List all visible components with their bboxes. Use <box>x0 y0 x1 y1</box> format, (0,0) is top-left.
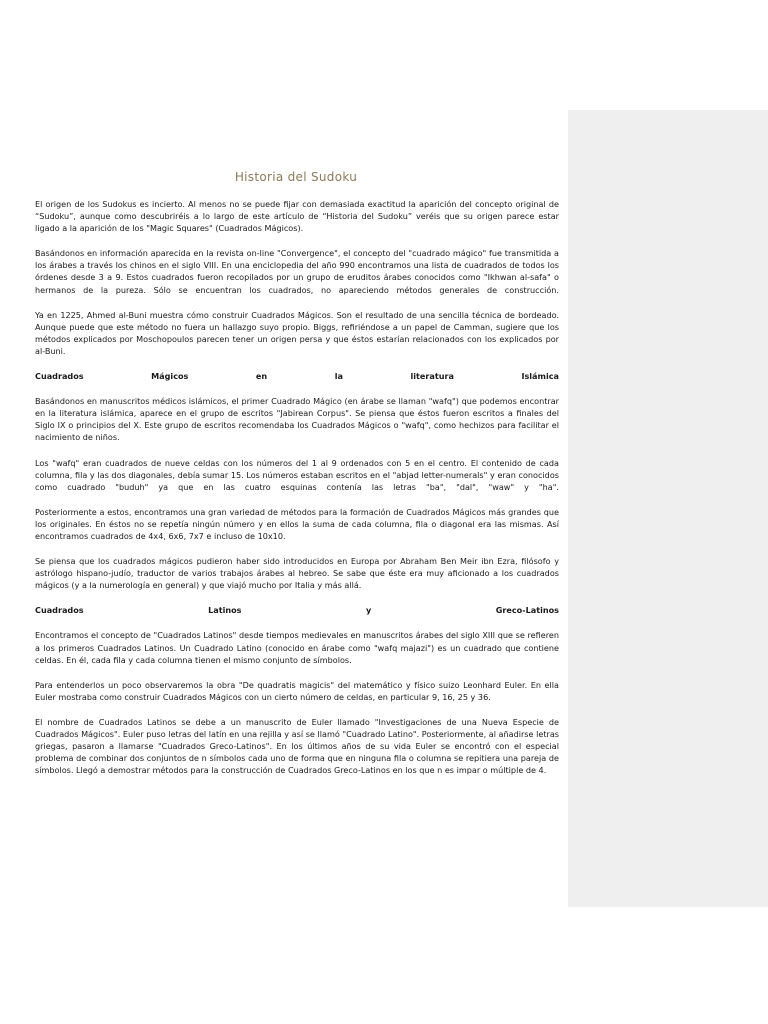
paragraph: Ya en 1225, Ahmed al-Buni muestra cómo construir Cuadrados Mágicos. Son el resultado de una sencilla técnica de bordeado. Aunque puede que este método no fuera un hallazgo suyo propio. Biggs, refiriéndose a un papel de Camman, sugiere que los métodos explicados por Moschopoulos parecen tener un origen persa y que éstos estarían relacionados con los explicados por al-Buni. <box>35 309 559 356</box>
paragraph: Encontramos el concepto de "Cuadrados Latinos" desde tiempos medievales en manuscritos árabes del siglo XIII que se refieren a los primeros Cuadrados Latinos. Un Cuadrado Latino (conocido en árabe como "wafq majazi") es un cuadrado que contiene celdas. En él, cada fila y cada columna tienen el mismo conjunto de símbolos. <box>35 630 559 665</box>
comments-sidebar <box>568 110 768 907</box>
paragraph: Posteriormente a estos, encontramos una gran variedad de métodos para la formación de Cuadrados Mágicos más grandes que los originales. En éstos no se repetía ningún número y en ellos la suma de cada columna, fila o diagonal era las mismas. Así encontramos cuadrados de 4x4, 6x6, 7x7 e incluso de 10x10. <box>35 506 559 541</box>
paragraph: El origen de los Sudokus es incierto. Al menos no se puede fijar con demasiada exactitud la aparición del concepto original de “Sudoku”, aunque como descubriréis a lo largo de este artículo de “Historia del Sudoku” veréis que su origen parece estar ligado a la aparición de los "Magic Squares" (Cuadrados Mágicos). <box>35 199 559 234</box>
paragraph: Basándonos en manuscritos médicos islámicos, el primer Cuadrado Mágico (en árabe se llaman "wafq") que podemos encontrar en la literatura islámica, aparece en el grupo de escritos "Jabirean Corpus". Se piensa que éstos fueron escritos a finales del Siglo IX o principios del X. Este grupo de escritos recomendaba los Cuadrados Mágicos o "wafq", como hechizos para facilitar el nacimiento de niños. <box>35 396 559 443</box>
paragraph: Basándonos en información aparecida en la revista on-line "Convergence", el concepto del "cuadrado mágico" fue transmitida a los árabes a través los chinos en el siglo VIII. En una enciclopedia del año 990 encontramos una lista de cuadrados de todos los órdenes desde 3 a 9. Estos cuadrados fueron recopilados por un grupo de eruditos árabes conocidos como "Ikhwan al-safa" o hermanos de la pureza. Sólo se encuentran los cuadrados, no apareciendo métodos generales de construcción. <box>35 248 559 295</box>
section-heading: Cuadrados Mágicos en la literatura Islámica <box>35 371 559 382</box>
paragraph: Para entenderlos un poco observaremos la obra "De quadratis magicis" del matemático y físico suizo Leonhard Euler. En ella Euler mostraba como construir Cuadrados Mágicos con un cierto número de celdas, en particular 9, 16, 25 y 36. <box>35 679 559 702</box>
paragraph: El nombre de Cuadrados Latinos se debe a un manuscrito de Euler llamado "Investigaciones de una Nueva Especie de Cuadrados Mágicos". Euler puso letras del latín en una rejilla y así se llamó "Cuadrado Latino". Posteriormente, al añadirse letras griegas, pasaron a llamarse "Cuadrados Greco-Latinos". En los últimos años de su vida Euler se encontró con el especial problema de combinar dos conjuntos de n símbolos cada uno de forma que en ninguna fila o columna se repitiera una pareja de símbolos. Llegó a demostrar métodos para la construcción de Cuadrados Greco-Latinos en los que n es impar o múltiple de 4. <box>35 716 559 776</box>
section-heading: Cuadrados Latinos y Greco-Latinos <box>35 605 559 616</box>
document-body <box>35 198 559 789</box>
paragraph: Se piensa que los cuadrados mágicos pudieron haber sido introducidos en Europa por Abraham Ben Meir ibn Ezra, filósofo y astrólogo hispano-judío, traductor de varios trabajos árabes al hebreo. Se sabe que éste era muy aficionado a los cuadrados mágicos (y a la numerología en general) y que viajó mucho por Italia y más allá. <box>35 556 559 591</box>
paragraph: Los "wafq" eran cuadrados de nueve celdas con los números del 1 al 9 ordenados con 5 en el centro. El contenido de cada columna, fila y las dos diagonales, debía sumar 15. Los números estaban escritos en el "abjad letter-numerals" y eran conocidos como cuadrado "buduh" ya que en las cuatro esquinas contenía las letras "ba", "dal", "waw" y "ha". <box>35 457 559 492</box>
document-title: Historia del Sudoku <box>234 170 358 184</box>
